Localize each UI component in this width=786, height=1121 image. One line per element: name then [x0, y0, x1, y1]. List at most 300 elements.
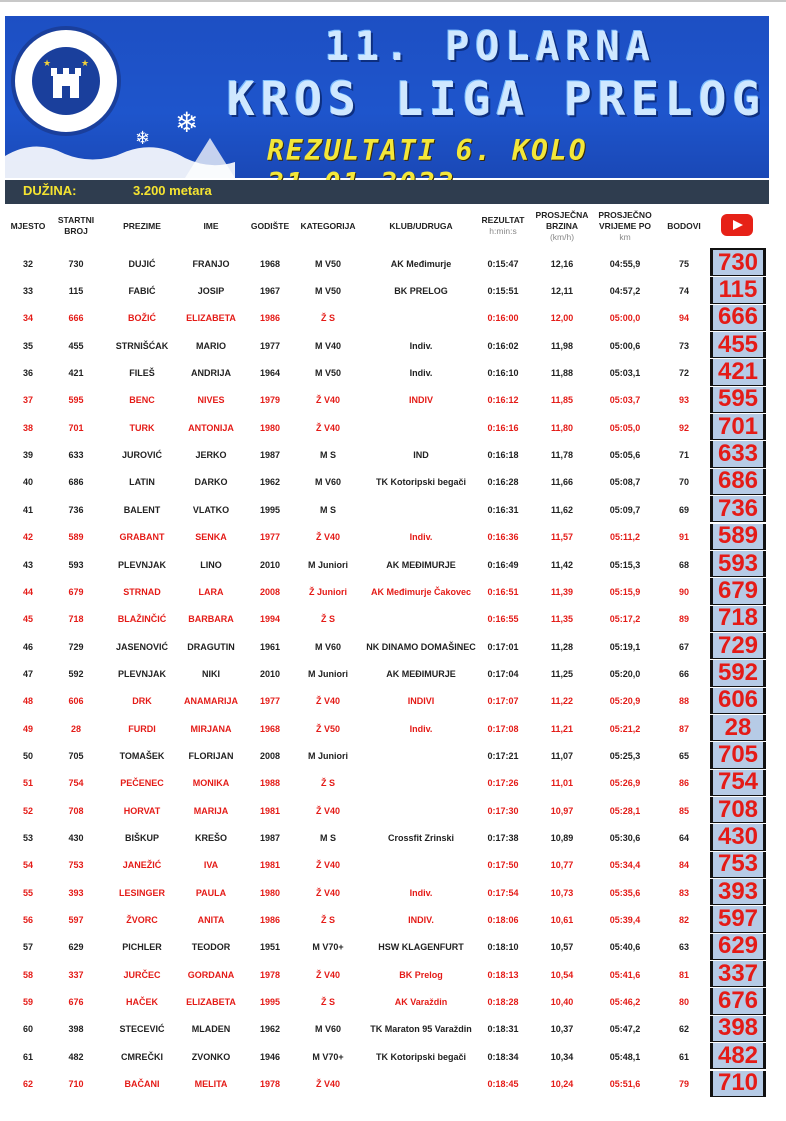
- cell-startni-broj: 455: [68, 340, 84, 351]
- cell-ime: FLORIJAN: [188, 750, 234, 761]
- cell-godiste: 1978: [259, 1079, 281, 1090]
- cell-godiste: 1981: [259, 805, 281, 816]
- cell-kategorija: M V70+: [312, 1051, 344, 1062]
- start-number-box: 754: [710, 770, 766, 796]
- cell-kategorija: Ž V40: [315, 422, 340, 433]
- col-bodovi: BODOVI: [667, 220, 701, 231]
- start-number-box: 595: [710, 387, 766, 413]
- cell-ime: LINO: [200, 559, 222, 570]
- cell-mjesto: 47: [22, 668, 33, 679]
- cell-rezultat: 0:18:28: [487, 997, 519, 1008]
- start-number-box: 730: [710, 250, 766, 276]
- cell-startni-broj: 666: [68, 313, 84, 324]
- cell-prezime: ŽVORC: [126, 915, 158, 926]
- cell-kategorija: M Juniori: [308, 750, 348, 761]
- youtube-icon[interactable]: [721, 214, 753, 236]
- cell-bodovi: 87: [678, 723, 689, 734]
- cell-bodovi: 73: [678, 340, 689, 351]
- start-number-box: 606: [710, 688, 766, 714]
- start-number-box: 597: [710, 906, 766, 932]
- cell-klub: AK MEĐIMURJE: [386, 668, 456, 679]
- cell-vrijeme: 04:57,2: [609, 286, 641, 297]
- cell-bodovi: 80: [678, 997, 689, 1008]
- cell-vrijeme: 05:17,2: [609, 614, 641, 625]
- start-number-box: 592: [710, 660, 766, 686]
- cell-brzina: 10,61: [550, 915, 574, 926]
- cell-ime: MIRJANA: [190, 723, 232, 734]
- cell-bodovi: 85: [678, 805, 689, 816]
- cell-startni-broj: 686: [68, 477, 84, 488]
- cell-bodovi: 66: [678, 668, 689, 679]
- cell-bodovi: 89: [678, 614, 689, 625]
- cell-godiste: 1987: [259, 450, 281, 461]
- cell-mjesto: 44: [22, 586, 33, 597]
- cell-vrijeme: 05:05,0: [609, 422, 641, 433]
- cell-prezime: HORVAT: [123, 805, 161, 816]
- cell-bodovi: 81: [678, 969, 689, 980]
- table-row: [5, 988, 769, 1015]
- cell-bodovi: 75: [678, 258, 689, 269]
- table-row: [5, 332, 769, 359]
- cell-klub: TK Kotoripski begači: [375, 1051, 466, 1062]
- cell-prezime: DRK: [132, 696, 152, 707]
- cell-bodovi: 79: [678, 1079, 689, 1090]
- cell-vrijeme: 05:05,6: [609, 450, 641, 461]
- cell-prezime: BALENT: [123, 504, 161, 515]
- cell-ime: GORDANA: [187, 969, 235, 980]
- cell-vrijeme: 05:47,2: [609, 1024, 641, 1035]
- start-number-box: 337: [710, 961, 766, 987]
- table-row: [5, 387, 769, 414]
- col-vrijeme: [593, 205, 657, 247]
- cell-mjesto: 41: [22, 504, 33, 515]
- cell-klub: [361, 1071, 481, 1098]
- cell-startni-broj: 701: [68, 422, 84, 433]
- cell-brzina: 10,40: [550, 997, 574, 1008]
- cell-kategorija: M Juniori: [308, 668, 348, 679]
- cell-prezime: BLAŽINČIĆ: [117, 614, 167, 625]
- table-row: [5, 277, 769, 304]
- cell-brzina: 10,24: [550, 1079, 574, 1090]
- cell-kategorija: Ž V40: [315, 532, 340, 543]
- cell-vrijeme: 05:28,1: [609, 805, 641, 816]
- cell-brzina: 12,00: [550, 313, 574, 324]
- cell-brzina: 12,16: [550, 258, 574, 269]
- cell-prezime: BENC: [129, 395, 155, 406]
- cell-ime: TEODOR: [191, 942, 231, 953]
- cell-kategorija: Ž S: [320, 313, 335, 324]
- table-row: [5, 250, 769, 277]
- cell-klub: [361, 742, 481, 769]
- cell-ime: SENKA: [195, 532, 227, 543]
- start-number-box: 455: [710, 332, 766, 358]
- cell-godiste: 1967: [259, 286, 281, 297]
- cell-ime: JERKO: [195, 450, 227, 461]
- cell-mjesto: 51: [22, 778, 33, 789]
- table-row: [5, 606, 769, 633]
- table-row: [5, 797, 769, 824]
- table-row: [5, 305, 769, 332]
- cell-rezultat: 0:18:31: [487, 1024, 519, 1035]
- cell-brzina: 11,01: [550, 778, 574, 789]
- start-number-box: 398: [710, 1016, 766, 1042]
- col-prezime: PREZIME: [123, 220, 161, 231]
- cell-vrijeme: 05:30,6: [609, 833, 641, 844]
- cell-ime: NIVES: [197, 395, 225, 406]
- cell-startni-broj: 595: [68, 395, 84, 406]
- cell-ime: VLATKO: [192, 504, 230, 515]
- cell-vrijeme: 05:35,6: [609, 887, 641, 898]
- cell-klub: AK Varaždin: [394, 997, 448, 1008]
- cell-startni-broj: 629: [68, 942, 84, 953]
- cell-mjesto: 36: [22, 368, 33, 379]
- cell-godiste: 1968: [259, 258, 281, 269]
- cell-mjesto: 45: [22, 614, 33, 625]
- table-row: [5, 633, 769, 660]
- cell-godiste: 1962: [259, 1024, 281, 1035]
- cell-bodovi: 72: [678, 368, 689, 379]
- cell-ime: ANDRIJA: [190, 368, 231, 379]
- cell-prezime: HAČEK: [125, 997, 158, 1008]
- cell-ime: ANITA: [197, 915, 225, 926]
- cell-prezime: TOMAŠEK: [119, 750, 165, 761]
- cell-godiste: 1968: [259, 723, 281, 734]
- cell-mjesto: 62: [22, 1079, 33, 1090]
- start-number-box: 705: [710, 742, 766, 768]
- cell-vrijeme: 05:03,1: [609, 368, 641, 379]
- cell-klub: Indiv.: [409, 340, 433, 351]
- cell-godiste: 1977: [259, 696, 281, 707]
- cell-kategorija: Ž S: [320, 915, 335, 926]
- cell-mjesto: 40: [22, 477, 33, 488]
- table-row: [5, 934, 769, 961]
- start-number-box: 430: [710, 824, 766, 850]
- cell-rezultat: 0:16:55: [487, 614, 519, 625]
- cell-prezime: DUJIĆ: [128, 258, 156, 269]
- start-number-box: 710: [710, 1071, 766, 1097]
- cell-kategorija: Ž S: [320, 778, 335, 789]
- col-brzina: [533, 205, 591, 247]
- cell-ime: JOSIP: [197, 286, 225, 297]
- cell-klub: [361, 414, 481, 441]
- cell-mjesto: 58: [22, 969, 33, 980]
- cell-kategorija: M Juniori: [308, 559, 348, 570]
- cell-startni-broj: 28: [70, 723, 81, 734]
- cell-kategorija: Ž V40: [315, 696, 340, 707]
- cell-kategorija: M V50: [314, 258, 341, 269]
- cell-bodovi: 92: [678, 422, 689, 433]
- cell-godiste: 1977: [259, 340, 281, 351]
- cell-klub: IND: [413, 450, 429, 461]
- cell-godiste: 1961: [259, 641, 281, 652]
- cell-startni-broj: 705: [68, 750, 84, 761]
- cell-rezultat: 0:16:51: [487, 586, 519, 597]
- cell-prezime: JUROVIĆ: [121, 450, 162, 461]
- header-banner: [5, 16, 769, 178]
- cell-brzina: 11,07: [550, 750, 574, 761]
- col-rezultat-unit: h:min:s: [489, 226, 517, 236]
- cell-bodovi: 86: [678, 778, 689, 789]
- cell-godiste: 2008: [259, 750, 281, 761]
- start-number-box: 701: [710, 414, 766, 440]
- cell-godiste: 1964: [259, 368, 281, 379]
- cell-bodovi: 62: [678, 1024, 689, 1035]
- cell-rezultat: 0:15:47: [487, 258, 519, 269]
- cell-kategorija: Ž V40: [315, 1079, 340, 1090]
- cell-bodovi: 90: [678, 586, 689, 597]
- col-startni-broj: STARTNI BROJ: [57, 215, 95, 236]
- cell-godiste: 1962: [259, 477, 281, 488]
- club-logo: [11, 26, 121, 136]
- cell-mjesto: 57: [22, 942, 33, 953]
- cell-rezultat: 0:16:28: [487, 477, 519, 488]
- cell-mjesto: 61: [22, 1051, 33, 1062]
- cell-vrijeme: 05:21,2: [609, 723, 641, 734]
- cell-godiste: 1978: [259, 969, 281, 980]
- start-number-box: 482: [710, 1043, 766, 1069]
- cell-startni-broj: 589: [68, 532, 84, 543]
- cell-prezime: PICHLER: [122, 942, 162, 953]
- cell-vrijeme: 05:20,9: [609, 696, 641, 707]
- cell-brzina: 11,85: [550, 395, 574, 406]
- cell-klub: BK Prelog: [399, 969, 443, 980]
- cell-godiste: 1980: [259, 422, 281, 433]
- cell-brzina: 11,22: [550, 696, 574, 707]
- cell-mjesto: 33: [22, 286, 33, 297]
- cell-prezime: BOŽIĆ: [128, 313, 156, 324]
- distance-label: DUŽINA:: [23, 183, 77, 198]
- cell-rezultat: 0:18:10: [487, 942, 519, 953]
- col-kategorija: KATEGORIJA: [300, 220, 356, 231]
- cell-rezultat: 0:18:45: [487, 1079, 519, 1090]
- col-brzina-unit: (km/h): [549, 231, 575, 242]
- cell-kategorija: Ž V40: [315, 860, 340, 871]
- table-row: [5, 578, 769, 605]
- cell-ime: IVA: [203, 860, 219, 871]
- cell-brzina: 11,98: [550, 340, 574, 351]
- cell-bodovi: 93: [678, 395, 689, 406]
- cell-rezultat: 0:17:26: [487, 778, 519, 789]
- cell-rezultat: 0:16:00: [487, 313, 519, 324]
- cell-klub: AK MEĐIMURJE: [386, 559, 456, 570]
- cell-klub: TK Maraton 95 Varaždin: [370, 1024, 472, 1035]
- page-title-line1: 11. POLARNA: [325, 24, 656, 70]
- cell-mjesto: 54: [22, 860, 33, 871]
- cell-kategorija: Ž V50: [315, 723, 340, 734]
- cell-klub: [361, 305, 481, 332]
- cell-rezultat: 0:15:51: [487, 286, 519, 297]
- cell-ime: NIKI: [202, 668, 220, 679]
- cell-kategorija: Ž S: [320, 614, 335, 625]
- cell-kategorija: Ž S: [320, 997, 335, 1008]
- cell-ime: FRANJO: [192, 258, 230, 269]
- start-number-box: 753: [710, 852, 766, 878]
- cell-brzina: 11,88: [550, 368, 574, 379]
- cell-vrijeme: 05:48,1: [609, 1051, 641, 1062]
- col-klub: KLUB/UDRUGA: [389, 220, 453, 231]
- cell-brzina: 10,54: [550, 969, 574, 980]
- cell-prezime: LATIN: [129, 477, 155, 488]
- cell-godiste: 1979: [259, 395, 281, 406]
- cell-brzina: 11,42: [550, 559, 574, 570]
- table-row: [5, 852, 769, 879]
- cell-bodovi: 84: [678, 860, 689, 871]
- cell-ime: PAULA: [195, 887, 227, 898]
- cell-startni-broj: 679: [68, 586, 84, 597]
- cell-mjesto: 34: [22, 313, 33, 324]
- cell-brzina: 10,73: [550, 887, 574, 898]
- cell-godiste: 1995: [259, 997, 281, 1008]
- cell-rezultat: 0:18:06: [487, 915, 519, 926]
- cell-godiste: 1980: [259, 887, 281, 898]
- cell-kategorija: M V60: [314, 477, 341, 488]
- table-row: [5, 1071, 769, 1098]
- start-number-box: 686: [710, 469, 766, 495]
- cell-ime: ANAMARIJA: [184, 696, 238, 707]
- cell-godiste: 1988: [259, 778, 281, 789]
- table-row: [5, 961, 769, 988]
- cell-rezultat: 0:17:07: [487, 696, 519, 707]
- start-number-box: 718: [710, 606, 766, 632]
- cell-prezime: FABIĆ: [128, 286, 156, 297]
- cell-kategorija: Ž V40: [315, 969, 340, 980]
- table-row: [5, 660, 769, 687]
- cell-klub: Crossfit Zrinski: [387, 833, 454, 844]
- table-row: [5, 824, 769, 851]
- cell-klub: INDIV.: [408, 915, 434, 926]
- page-title-line2: KROS LIGA PRELOG: [227, 72, 767, 126]
- table-row: [5, 688, 769, 715]
- cell-kategorija: M V60: [314, 641, 341, 652]
- start-number-box: 589: [710, 524, 766, 550]
- cell-ime: MELITA: [194, 1079, 228, 1090]
- cell-vrijeme: 05:46,2: [609, 997, 641, 1008]
- cell-mjesto: 35: [22, 340, 33, 351]
- cell-klub: Indiv.: [409, 723, 433, 734]
- cell-kategorija: M V40: [314, 340, 341, 351]
- cell-prezime: FURDI: [128, 723, 156, 734]
- col-godiste: GODIŠTE: [250, 220, 290, 231]
- table-row: [5, 359, 769, 386]
- cell-mjesto: 37: [22, 395, 33, 406]
- cell-mjesto: 49: [22, 723, 33, 734]
- cell-rezultat: 0:16:49: [487, 559, 519, 570]
- cell-vrijeme: 05:19,1: [609, 641, 641, 652]
- cell-startni-broj: 430: [68, 833, 84, 844]
- cell-startni-broj: 730: [68, 258, 84, 269]
- cell-startni-broj: 710: [68, 1079, 84, 1090]
- cell-prezime: JANEŽIĆ: [122, 860, 162, 871]
- top-border: [0, 0, 786, 2]
- table-row: [5, 879, 769, 906]
- cell-brzina: 11,21: [550, 723, 574, 734]
- cell-klub: Indiv.: [409, 368, 433, 379]
- cell-klub: BK PRELOG: [394, 286, 448, 297]
- cell-godiste: 1986: [259, 313, 281, 324]
- cell-klub: AK Međimurje Čakovec: [370, 586, 472, 597]
- cell-rezultat: 0:16:31: [487, 504, 519, 515]
- cell-vrijeme: 05:26,9: [609, 778, 641, 789]
- cell-klub: Indiv.: [409, 887, 433, 898]
- svg-text:★: ★: [81, 59, 90, 69]
- cell-bodovi: 70: [678, 477, 689, 488]
- cell-godiste: 1946: [259, 1051, 281, 1062]
- cell-startni-broj: 676: [68, 997, 84, 1008]
- cell-prezime: CMREČKI: [121, 1051, 163, 1062]
- cell-rezultat: 0:16:02: [487, 340, 519, 351]
- cell-bodovi: 68: [678, 559, 689, 570]
- cell-ime: KREŠO: [194, 833, 227, 844]
- cell-klub: HSW KLAGENFURT: [378, 942, 464, 953]
- cell-klub: TK Kotoripski begači: [375, 477, 466, 488]
- cell-bodovi: 67: [678, 641, 689, 652]
- cell-rezultat: 0:17:01: [487, 641, 519, 652]
- cell-vrijeme: 05:00,0: [609, 313, 641, 324]
- start-number-box: 708: [710, 797, 766, 823]
- cell-klub: [361, 496, 481, 523]
- cell-mjesto: 56: [22, 915, 33, 926]
- snowflake-icon: ❄: [135, 128, 151, 149]
- cell-ime: LARA: [198, 586, 224, 597]
- cell-startni-broj: 592: [68, 668, 84, 679]
- cell-brzina: 11,25: [550, 668, 574, 679]
- cell-brzina: 11,78: [550, 450, 574, 461]
- table-row: [5, 469, 769, 496]
- cell-brzina: 10,37: [550, 1024, 574, 1035]
- cell-godiste: 2010: [259, 668, 281, 679]
- cell-mjesto: 43: [22, 559, 33, 570]
- cell-brzina: 11,80: [550, 422, 574, 433]
- cell-mjesto: 32: [22, 258, 33, 269]
- cell-rezultat: 0:18:13: [487, 969, 519, 980]
- cell-godiste: 1981: [259, 860, 281, 871]
- start-number-box: 679: [710, 578, 766, 604]
- cell-startni-broj: 393: [68, 887, 84, 898]
- cell-prezime: FILEŠ: [129, 368, 155, 379]
- cell-bodovi: 65: [678, 750, 689, 761]
- table-row: [5, 906, 769, 933]
- cell-vrijeme: 05:51,6: [609, 1079, 641, 1090]
- cell-prezime: BIŠKUP: [124, 833, 159, 844]
- cell-vrijeme: 05:40,6: [609, 942, 641, 953]
- cell-ime: MLADEN: [191, 1024, 231, 1035]
- cell-ime: MONIKA: [192, 778, 230, 789]
- cell-ime: ANTONIJA: [188, 422, 234, 433]
- col-brzina-label: PROSJEČNA BRZINA: [535, 209, 589, 231]
- cell-mjesto: 60: [22, 1024, 33, 1035]
- cell-startni-broj: 708: [68, 805, 84, 816]
- table-row: [5, 414, 769, 441]
- cell-brzina: 11,62: [550, 504, 574, 515]
- cell-brzina: 10,77: [550, 860, 574, 871]
- cell-mjesto: 39: [22, 450, 33, 461]
- cell-klub: Indiv.: [409, 532, 433, 543]
- cell-kategorija: M V60: [314, 1024, 341, 1035]
- cell-prezime: STRNIŠĆAK: [115, 340, 169, 351]
- snowflake-icon: ❄: [175, 106, 199, 139]
- table-row: [5, 1016, 769, 1043]
- cell-bodovi: 88: [678, 696, 689, 707]
- cell-bodovi: 83: [678, 887, 689, 898]
- cell-prezime: STECEVIĆ: [119, 1024, 165, 1035]
- cell-ime: ELIZABETA: [186, 313, 236, 324]
- cell-bodovi: 61: [678, 1051, 689, 1062]
- cell-mjesto: 48: [22, 696, 33, 707]
- col-ime: IME: [203, 220, 219, 231]
- start-number-box: 115: [710, 277, 766, 303]
- start-number-box: 666: [710, 305, 766, 331]
- cell-mjesto: 53: [22, 833, 33, 844]
